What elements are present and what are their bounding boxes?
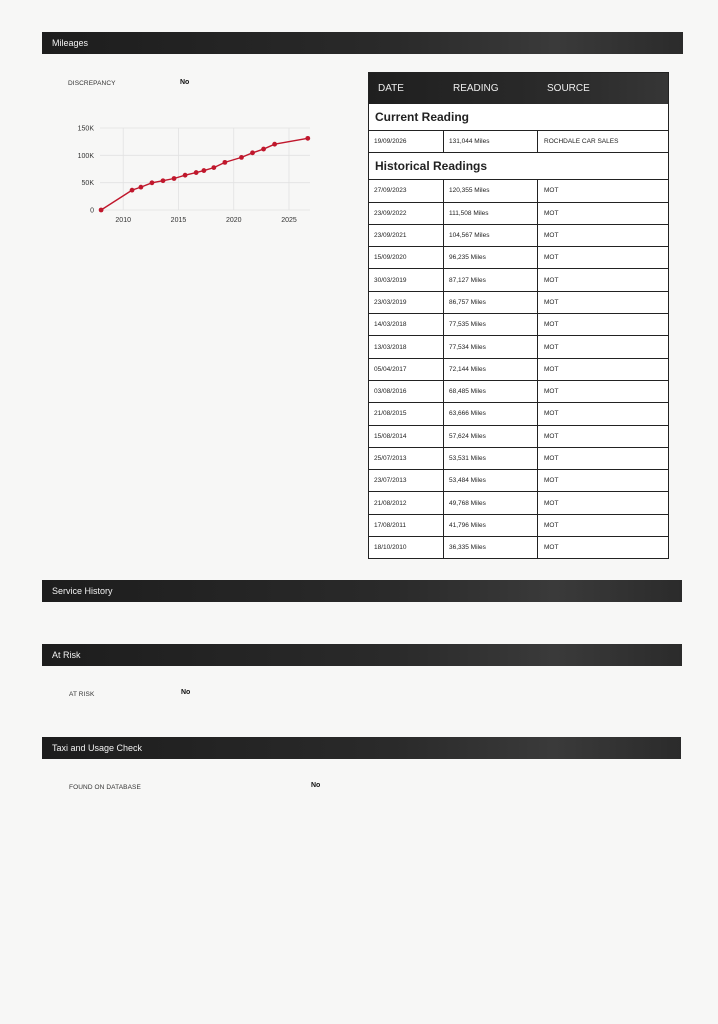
- cell-source: MOT: [544, 365, 559, 373]
- cell-reading: 111,508 Miles: [444, 203, 538, 224]
- table-row: [369, 203, 668, 225]
- cell-reading: 57,624 Miles: [444, 426, 538, 447]
- at-risk-label: AT RISK: [69, 691, 95, 698]
- historical-rows: [369, 180, 668, 558]
- cell-reading: 86,757 Miles: [444, 292, 538, 313]
- cell-reading: 72,144 Miles: [444, 359, 538, 380]
- cell-source: MOT: [544, 521, 559, 529]
- cell-date: 15/09/2020: [369, 247, 444, 268]
- cell-reading: 53,531 Miles: [444, 448, 538, 469]
- header-reading: READING: [453, 83, 499, 94]
- mileage-table: [368, 72, 669, 559]
- x-tick-label: 2015: [170, 217, 187, 224]
- section-header-service-history: [42, 580, 682, 602]
- table-row: [369, 292, 668, 314]
- cell-source: MOT: [544, 321, 559, 329]
- cell-reading: 77,534 Miles: [444, 336, 538, 357]
- cell-date: 03/08/2016: [369, 381, 444, 402]
- cell-date: 05/04/2017: [369, 359, 444, 380]
- cell-source: MOT: [544, 298, 559, 306]
- found-on-database-label: FOUND ON DATABASE: [69, 784, 141, 791]
- cell-source: MOT: [544, 544, 559, 552]
- table-header: [369, 73, 668, 104]
- section-header-mileages: [42, 32, 683, 54]
- mileage-point: [305, 136, 310, 141]
- table-row: [369, 448, 668, 470]
- cell-source: MOT: [544, 499, 559, 507]
- x-tick-label: 2020: [225, 217, 242, 224]
- mileage-point: [138, 185, 143, 190]
- table-row: [369, 403, 668, 425]
- mileage-point: [250, 150, 255, 155]
- section-title: Service History: [52, 586, 113, 596]
- mileage-point: [272, 142, 277, 147]
- discrepancy-label: DISCREPANCY: [68, 80, 116, 87]
- cell-source: MOT: [544, 232, 559, 240]
- y-tick-label: 50K: [81, 180, 94, 188]
- cell-date: 23/09/2022: [369, 203, 444, 224]
- cell-reading: 36,335 Miles: [444, 537, 538, 558]
- table-row: [369, 359, 668, 381]
- section-header-at-risk: [42, 644, 682, 666]
- y-tick-label: 150K: [77, 125, 94, 133]
- table-row: [369, 426, 668, 448]
- cell-reading: 49,768 Miles: [444, 492, 538, 513]
- table-row: [369, 131, 668, 153]
- cell-date: 14/03/2018: [369, 314, 444, 335]
- cell-reading: 68,485 Miles: [444, 381, 538, 402]
- mileage-line: [101, 138, 308, 210]
- mileage-point: [130, 188, 135, 193]
- table-row: [369, 247, 668, 269]
- table-row: [369, 381, 668, 403]
- x-tick-label: 2025: [281, 217, 297, 224]
- historical-readings-title: Historical Readings: [369, 153, 668, 180]
- cell-reading: 77,535 Miles: [444, 314, 538, 335]
- cell-source: MOT: [544, 343, 559, 351]
- mileage-point: [161, 178, 166, 183]
- section-title: Mileages: [52, 38, 89, 48]
- at-risk-value: No: [181, 689, 191, 696]
- cell-source: MOT: [544, 455, 559, 462]
- cell-source: MOT: [544, 388, 559, 396]
- section-title: Taxi and Usage Check: [52, 743, 143, 753]
- found-on-database-value: No: [311, 782, 321, 789]
- mileage-point: [99, 208, 104, 213]
- mileage-point: [194, 170, 199, 175]
- table-row: [369, 537, 668, 558]
- cell-date: 21/08/2012: [369, 492, 444, 513]
- mileage-point: [201, 168, 206, 173]
- cell-source: MOT: [544, 432, 559, 440]
- cell-reading: 96,235 Miles: [444, 247, 538, 268]
- cell-reading: 53,484 Miles: [444, 470, 538, 491]
- cell-source: MOT: [544, 477, 559, 485]
- cell-date: 30/03/2019: [369, 269, 444, 290]
- section-title: At Risk: [52, 650, 81, 660]
- cell-date: 17/08/2011: [369, 515, 444, 536]
- cell-date: 23/07/2013: [369, 470, 444, 491]
- current-reading-title: Current Reading: [369, 104, 668, 131]
- mileage-point: [261, 147, 266, 152]
- cell-reading: 41,796 Miles: [444, 515, 538, 536]
- table-row: [369, 492, 668, 514]
- table-row: [369, 269, 668, 291]
- mileage-point: [211, 165, 216, 170]
- cell-date: 15/08/2014: [369, 426, 444, 447]
- cell-reading: 104,567 Miles: [444, 225, 538, 246]
- cell-date: 25/07/2013: [369, 448, 444, 469]
- y-tick-label: 0: [90, 207, 94, 215]
- table-row: [369, 314, 668, 336]
- x-tick-label: 2010: [115, 217, 131, 224]
- cell-source: MOT: [544, 187, 559, 195]
- cell-date: 23/03/2019: [369, 292, 444, 313]
- cell-date: 19/09/2026: [369, 131, 444, 152]
- cell-date: 13/03/2018: [369, 336, 444, 357]
- cell-source: MOT: [544, 276, 559, 284]
- cell-source: MOT: [544, 410, 559, 418]
- mileage-point: [239, 155, 244, 160]
- header-date: DATE: [378, 83, 404, 94]
- table-row: [369, 180, 668, 202]
- mileage-point: [150, 180, 155, 185]
- table-row: [369, 225, 668, 247]
- mileage-point: [222, 160, 227, 165]
- cell-reading: 131,044 Miles: [444, 131, 538, 152]
- section-header-taxi-usage: [42, 737, 681, 759]
- cell-reading: 63,666 Miles: [444, 403, 538, 424]
- mileage-point: [183, 173, 188, 178]
- header-source: SOURCE: [547, 83, 590, 94]
- cell-reading: 120,355 Miles: [444, 180, 538, 201]
- cell-source: ROCHDALE CAR SALES: [544, 138, 619, 146]
- cell-reading: 87,127 Miles: [444, 269, 538, 290]
- cell-date: 23/09/2021: [369, 225, 444, 246]
- table-row: [369, 470, 668, 492]
- mileage-point: [172, 176, 177, 181]
- table-row: [369, 515, 668, 537]
- y-tick-label: 100K: [77, 152, 94, 160]
- cell-date: 18/10/2010: [369, 537, 444, 558]
- cell-source: MOT: [544, 254, 559, 262]
- cell-date: 21/08/2015: [369, 403, 444, 424]
- discrepancy-value: No: [180, 79, 190, 86]
- table-row: [369, 336, 668, 358]
- cell-date: 27/09/2023: [369, 180, 444, 201]
- mileage-chart: [60, 118, 320, 230]
- cell-source: MOT: [544, 209, 559, 217]
